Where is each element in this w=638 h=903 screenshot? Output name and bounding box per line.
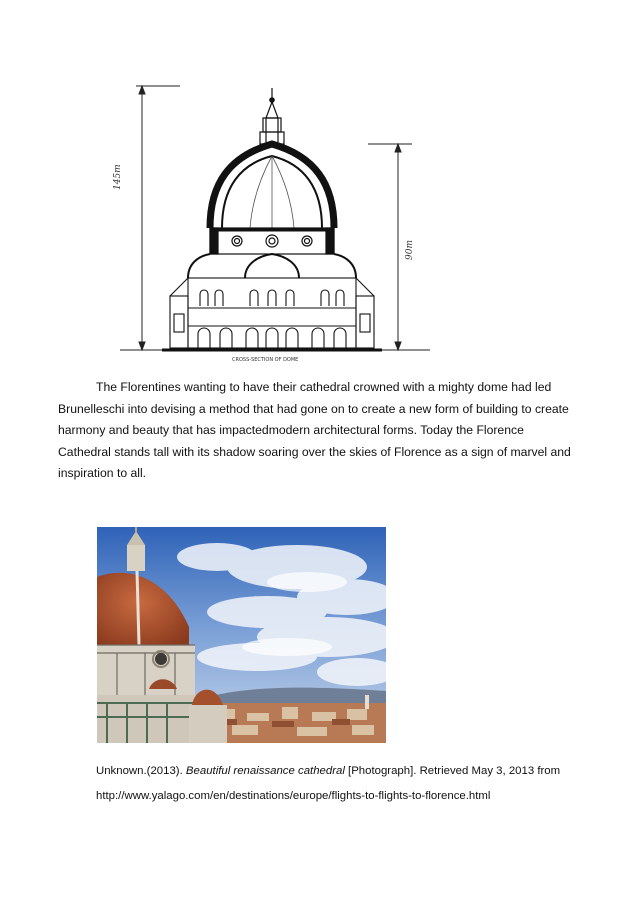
- height-label-90m: 90m: [405, 240, 415, 260]
- cathedral-photograph: [97, 527, 386, 743]
- height-label-145m: 145m: [113, 164, 123, 190]
- photo-citation: [96, 759, 596, 809]
- citation-url: http://www.yalago.com/en/destinations/europe/flights-to-flights-to-florence.html: [96, 790, 491, 802]
- paragraph-text: The Florentines wanting to have their cathedral crowned with a mighty dome had led Brunelleschi into devising a method that had gone on to create a new form of building to create harmony and beauty that has impactedmodern architectural forms. Today the Florence Cathedral stands tall with its shadow soaring over the skies of Florence as a sign of marvel and inspiration to all.: [58, 380, 571, 481]
- cross-section-label: CROSS-SECTION OF DOME: [232, 357, 299, 363]
- body-paragraph: [58, 377, 580, 485]
- dome-drawing-svg: [100, 78, 445, 363]
- citation-line-1: [96, 759, 596, 784]
- dome-cross-section-drawing: [100, 78, 445, 363]
- citation-title: Beautiful renaissance cathedral: [185, 765, 345, 777]
- citation-author-date: Unknown.(2013).: [96, 765, 186, 777]
- photo-svg: [97, 527, 386, 743]
- citation-rest: [Photograph]. Retrieved May 3, 2013 from: [344, 765, 561, 777]
